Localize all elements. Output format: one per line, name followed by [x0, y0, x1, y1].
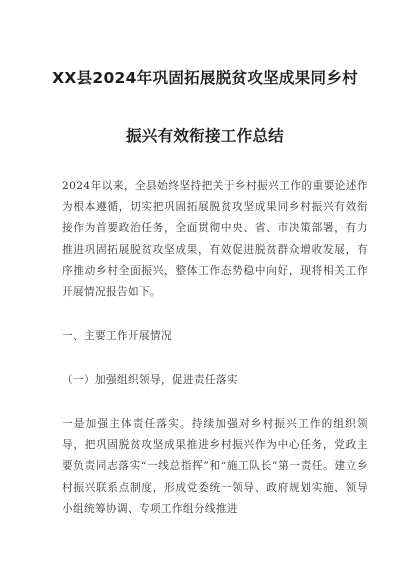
subsection-heading: （一）加强组织领导，促进责任落实 [62, 374, 238, 386]
intro-paragraph: 2024年以来，全县始终坚持把关于乡村振兴工作的重要论述作为根本遵循，切实把巩固拓展脱贫攻坚成果同乡村振兴有效衔接作为首要政治任务，全面贯彻中央、省、市决策部署，有力推进巩固拓展脱贫攻坚成果，有效促进脱贫群众增收发展，有序推动乡村全面振兴，整体工作态势稳中向好，现将相关工作开展情况报告如下。 [62, 180, 368, 299]
document-title-line-2: 振兴有效衔接工作总结 [125, 127, 284, 145]
section-heading: 一、主要工作开展情况 [62, 330, 172, 342]
document-title-line-1: XX县2024年巩固拓展脱贫攻坚成果同乡村 [52, 69, 358, 87]
subsection-paragraph: 一是加强主体责任落实。持续加强对乡村振兴工作的组织领导，把巩固脱贫攻坚成果推进乡村振兴作为中心任务，党政主要负责同志落实“一线总指挥”和“施工队长”第一责任。建立乡村振兴联系点制度，形成党委统一领导、政府规划实施、领导小组统筹协调、专项工作组分线推进 [62, 418, 368, 515]
